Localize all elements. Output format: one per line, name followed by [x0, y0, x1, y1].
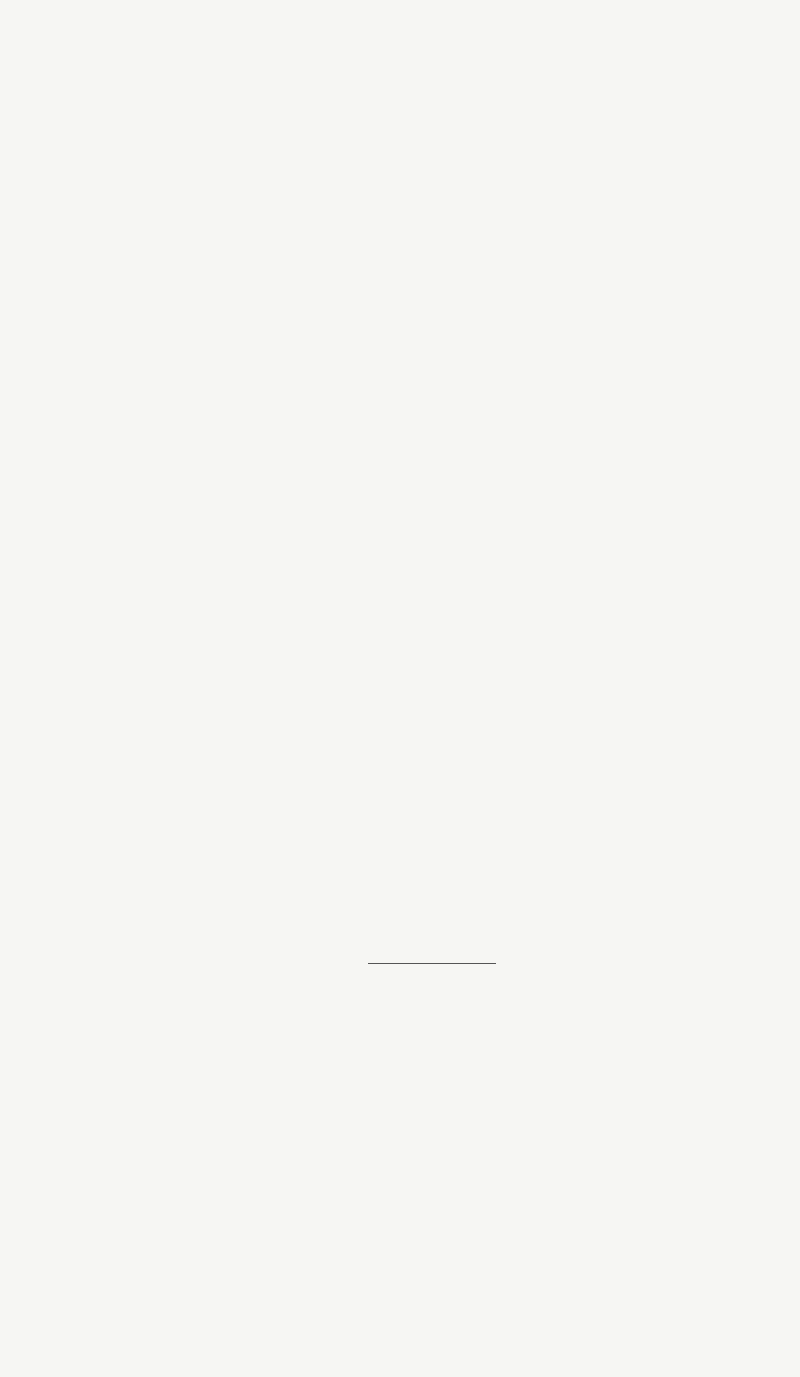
divider-rule	[368, 963, 496, 964]
